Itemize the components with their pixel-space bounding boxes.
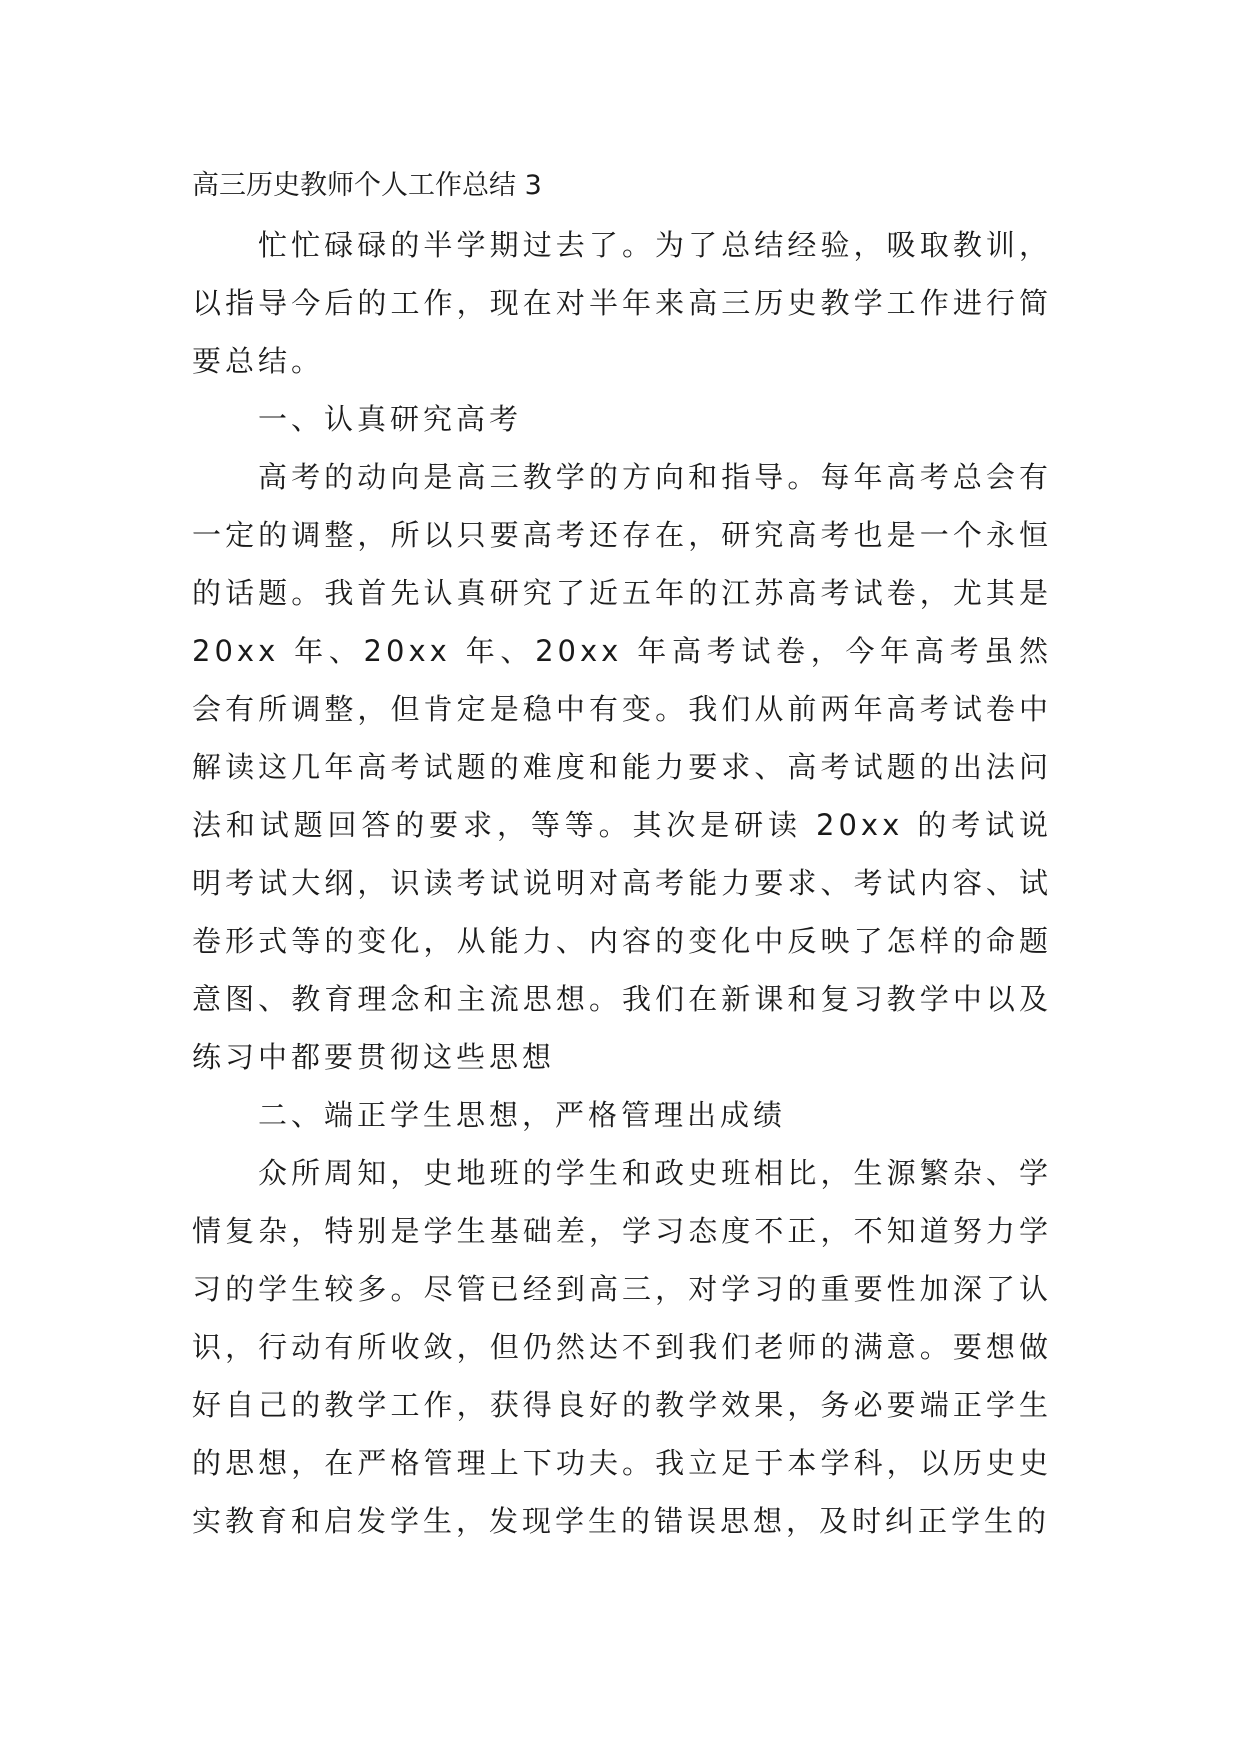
section-paragraph-2: 众所周知，史地班的学生和政史班相比，生源繁杂、学情复杂，特别是学生基础差，学习态度不正，不知道努力学习的学生较多。尽管已经到高三，对学习的重要性加深了认识，行动有所收敛，但仍然达不到我们老师的满意。要想做好自己的教学工作，获得良好的教学效果，务必要端正学生的思想，在严格管理上下功夫。我立足于本学科，以历史史实教育和启发学生，发现学生的错误思想，及时纠正学生的 (192, 1156, 1052, 1538)
intro-paragraph: 忙忙碌碌的半学期过去了。为了总结经验，吸取教训，以指导今后的工作，现在对半年来高三历史教学工作进行简要总结。 (192, 228, 1052, 378)
section-heading-1: 一、认真研究高考 (258, 402, 523, 436)
section-heading-2: 二、端正学生思想，严格管理出成绩 (258, 1098, 787, 1132)
section-paragraph-1: 高考的动向是高三教学的方向和指导。每年高考总会有一定的调整，所以只要高考还存在，研究高考也是一个永恒的话题。我首先认真研究了近五年的江苏高考试卷，尤其是 20xx 年、20xx 年、20xx 年高考试卷，今年高考虽然会有所调整，但肯定是稳中有变。我们从前两年高考试卷中解读这几年高考试题的难度和能力要求、高考试题的出法问法和试题回答的要求，等等。其次是研读 20xx 的考试说明考试大纲，识读考试说明对高考能力要求、考试内容、试卷形式等的变化，从能力、内容的变化中反映了怎样的命题意图、教育理念和主流思想。我们在新课和复习教学中以及练习中都要贯彻这些思想 (192, 460, 1052, 1074)
document-title: 高三历史教师个人工作总结 3 (192, 170, 542, 201)
document-body (192, 166, 1052, 1550)
